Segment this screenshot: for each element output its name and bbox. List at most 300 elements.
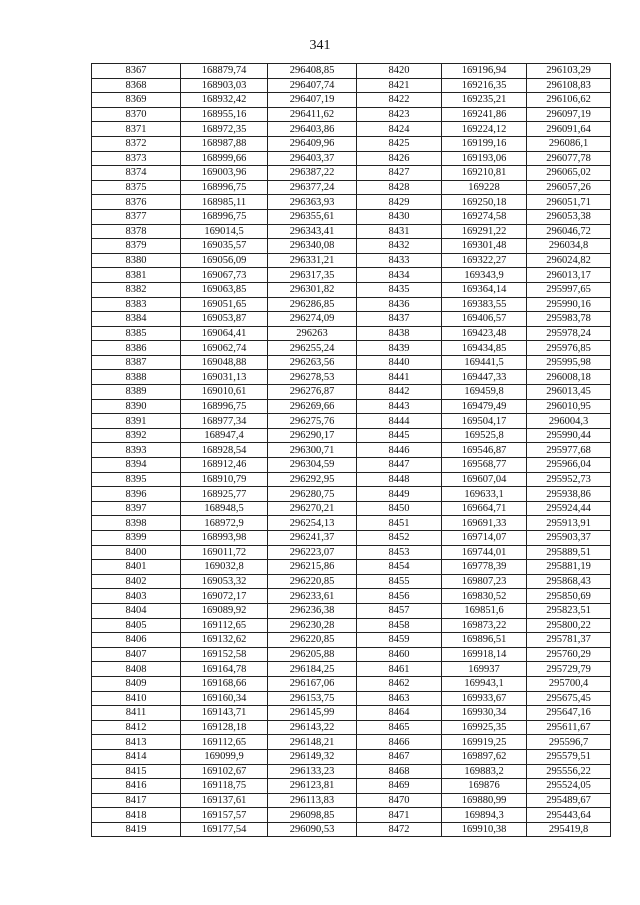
point-number-right-cell: 8427 (357, 166, 442, 181)
x-coordinate-right-cell: 169830,52 (442, 589, 527, 604)
point-number-left-cell: 8417 (92, 793, 181, 808)
x-coordinate-right-cell: 169504,17 (442, 414, 527, 429)
y-coordinate-right-cell: 296034,8 (527, 239, 611, 254)
x-coordinate-left-cell: 168947,4 (181, 428, 268, 443)
x-coordinate-left-cell: 169118,75 (181, 779, 268, 794)
table-row (92, 603, 611, 618)
x-coordinate-right-cell: 169778,39 (442, 560, 527, 575)
y-coordinate-right-cell: 295913,91 (527, 516, 611, 531)
y-coordinate-left-cell: 296304,59 (268, 458, 357, 473)
x-coordinate-right-cell: 169807,23 (442, 574, 527, 589)
table-row (92, 166, 611, 181)
y-coordinate-left-cell: 296223,07 (268, 545, 357, 560)
y-coordinate-left-cell: 296363,93 (268, 195, 357, 210)
x-coordinate-left-cell: 169072,17 (181, 589, 268, 604)
point-number-right-cell: 8440 (357, 355, 442, 370)
point-number-right-cell: 8469 (357, 779, 442, 794)
table-row (92, 443, 611, 458)
y-coordinate-left-cell: 296090,53 (268, 822, 357, 837)
point-number-left-cell: 8373 (92, 151, 181, 166)
y-coordinate-left-cell: 296301,82 (268, 282, 357, 297)
point-number-left-cell: 8412 (92, 720, 181, 735)
y-coordinate-left-cell: 296274,09 (268, 312, 357, 327)
point-number-right-cell: 8441 (357, 370, 442, 385)
x-coordinate-left-cell: 169168,66 (181, 676, 268, 691)
coordinates-table (91, 63, 611, 837)
x-coordinate-right-cell: 169235,21 (442, 93, 527, 108)
y-coordinate-left-cell: 296331,21 (268, 253, 357, 268)
point-number-left-cell: 8368 (92, 78, 181, 93)
table-row (92, 531, 611, 546)
y-coordinate-right-cell: 296106,62 (527, 93, 611, 108)
x-coordinate-left-cell: 169143,71 (181, 706, 268, 721)
x-coordinate-right-cell: 169664,71 (442, 501, 527, 516)
y-coordinate-left-cell: 296275,76 (268, 414, 357, 429)
point-number-right-cell: 8444 (357, 414, 442, 429)
point-number-left-cell: 8367 (92, 64, 181, 79)
table-row (92, 297, 611, 312)
table-row (92, 633, 611, 648)
table-row (92, 589, 611, 604)
point-number-right-cell: 8424 (357, 122, 442, 137)
point-number-left-cell: 8377 (92, 209, 181, 224)
table-row (92, 414, 611, 429)
y-coordinate-left-cell: 296233,61 (268, 589, 357, 604)
x-coordinate-right-cell: 169459,8 (442, 385, 527, 400)
x-coordinate-right-cell: 169607,04 (442, 472, 527, 487)
point-number-left-cell: 8378 (92, 224, 181, 239)
x-coordinate-right-cell: 169873,22 (442, 618, 527, 633)
y-coordinate-right-cell: 295978,24 (527, 326, 611, 341)
point-number-left-cell: 8383 (92, 297, 181, 312)
point-number-right-cell: 8471 (357, 808, 442, 823)
y-coordinate-left-cell: 296290,17 (268, 428, 357, 443)
x-coordinate-left-cell: 169014,5 (181, 224, 268, 239)
x-coordinate-right-cell: 169193,06 (442, 151, 527, 166)
point-number-right-cell: 8442 (357, 385, 442, 400)
x-coordinate-right-cell: 169199,16 (442, 136, 527, 151)
y-coordinate-right-cell: 296108,83 (527, 78, 611, 93)
point-number-left-cell: 8410 (92, 691, 181, 706)
x-coordinate-left-cell: 169132,62 (181, 633, 268, 648)
point-number-right-cell: 8430 (357, 209, 442, 224)
point-number-left-cell: 8387 (92, 355, 181, 370)
y-coordinate-left-cell: 296236,38 (268, 603, 357, 618)
x-coordinate-left-cell: 168912,46 (181, 458, 268, 473)
y-coordinate-right-cell: 296051,71 (527, 195, 611, 210)
point-number-left-cell: 8371 (92, 122, 181, 137)
x-coordinate-left-cell: 168987,88 (181, 136, 268, 151)
point-number-right-cell: 8446 (357, 443, 442, 458)
point-number-right-cell: 8459 (357, 633, 442, 648)
y-coordinate-left-cell: 296411,62 (268, 107, 357, 122)
x-coordinate-left-cell: 169137,61 (181, 793, 268, 808)
y-coordinate-right-cell: 296046,72 (527, 224, 611, 239)
x-coordinate-left-cell: 169089,92 (181, 603, 268, 618)
x-coordinate-left-cell: 168985,11 (181, 195, 268, 210)
y-coordinate-right-cell: 295579,51 (527, 749, 611, 764)
table-row (92, 107, 611, 122)
point-number-right-cell: 8447 (357, 458, 442, 473)
y-coordinate-left-cell: 296387,22 (268, 166, 357, 181)
y-coordinate-left-cell: 296113,83 (268, 793, 357, 808)
point-number-right-cell: 8470 (357, 793, 442, 808)
point-number-right-cell: 8457 (357, 603, 442, 618)
x-coordinate-left-cell: 168996,75 (181, 399, 268, 414)
x-coordinate-right-cell: 169479,49 (442, 399, 527, 414)
point-number-left-cell: 8414 (92, 749, 181, 764)
point-number-left-cell: 8379 (92, 239, 181, 254)
point-number-right-cell: 8466 (357, 735, 442, 750)
x-coordinate-left-cell: 169112,65 (181, 618, 268, 633)
y-coordinate-left-cell: 296133,23 (268, 764, 357, 779)
x-coordinate-right-cell: 169291,22 (442, 224, 527, 239)
point-number-right-cell: 8456 (357, 589, 442, 604)
y-coordinate-right-cell: 295556,22 (527, 764, 611, 779)
y-coordinate-right-cell: 295596,7 (527, 735, 611, 750)
x-coordinate-left-cell: 168910,79 (181, 472, 268, 487)
x-coordinate-left-cell: 168955,16 (181, 107, 268, 122)
x-coordinate-left-cell: 169128,18 (181, 720, 268, 735)
point-number-left-cell: 8391 (92, 414, 181, 429)
y-coordinate-left-cell: 296408,85 (268, 64, 357, 79)
y-coordinate-right-cell: 295868,43 (527, 574, 611, 589)
point-number-right-cell: 8461 (357, 662, 442, 677)
y-coordinate-left-cell: 296340,08 (268, 239, 357, 254)
point-number-left-cell: 8384 (92, 312, 181, 327)
point-number-left-cell: 8404 (92, 603, 181, 618)
x-coordinate-left-cell: 169035,57 (181, 239, 268, 254)
y-coordinate-right-cell: 295983,78 (527, 312, 611, 327)
point-number-right-cell: 8429 (357, 195, 442, 210)
x-coordinate-left-cell: 169048,88 (181, 355, 268, 370)
y-coordinate-right-cell: 296008,18 (527, 370, 611, 385)
y-coordinate-right-cell: 296065,02 (527, 166, 611, 181)
table-row (92, 122, 611, 137)
x-coordinate-left-cell: 169062,74 (181, 341, 268, 356)
table-row (92, 560, 611, 575)
x-coordinate-right-cell: 169441,5 (442, 355, 527, 370)
x-coordinate-right-cell: 169383,55 (442, 297, 527, 312)
y-coordinate-right-cell: 295611,67 (527, 720, 611, 735)
point-number-right-cell: 8434 (357, 268, 442, 283)
x-coordinate-left-cell: 169164,78 (181, 662, 268, 677)
point-number-left-cell: 8390 (92, 399, 181, 414)
x-coordinate-left-cell: 168993,98 (181, 531, 268, 546)
x-coordinate-right-cell: 169423,48 (442, 326, 527, 341)
point-number-right-cell: 8455 (357, 574, 442, 589)
y-coordinate-left-cell: 296143,22 (268, 720, 357, 735)
x-coordinate-right-cell: 169274,58 (442, 209, 527, 224)
table-row (92, 370, 611, 385)
y-coordinate-right-cell: 296010,95 (527, 399, 611, 414)
y-coordinate-right-cell: 296013,17 (527, 268, 611, 283)
point-number-right-cell: 8463 (357, 691, 442, 706)
x-coordinate-left-cell: 168977,34 (181, 414, 268, 429)
x-coordinate-left-cell: 168879,74 (181, 64, 268, 79)
y-coordinate-left-cell: 296269,66 (268, 399, 357, 414)
x-coordinate-right-cell: 169925,35 (442, 720, 527, 735)
table-row (92, 312, 611, 327)
point-number-right-cell: 8423 (357, 107, 442, 122)
y-coordinate-left-cell: 296263,56 (268, 355, 357, 370)
table-row (92, 472, 611, 487)
x-coordinate-right-cell: 169744,01 (442, 545, 527, 560)
point-number-left-cell: 8382 (92, 282, 181, 297)
point-number-left-cell: 8375 (92, 180, 181, 195)
y-coordinate-left-cell: 296343,41 (268, 224, 357, 239)
point-number-left-cell: 8376 (92, 195, 181, 210)
table-row (92, 574, 611, 589)
table-row (92, 355, 611, 370)
y-coordinate-left-cell: 296167,06 (268, 676, 357, 691)
point-number-right-cell: 8435 (357, 282, 442, 297)
y-coordinate-right-cell: 296013,45 (527, 385, 611, 400)
x-coordinate-right-cell: 169525,8 (442, 428, 527, 443)
table-row (92, 822, 611, 837)
y-coordinate-left-cell: 296403,37 (268, 151, 357, 166)
x-coordinate-right-cell: 169406,57 (442, 312, 527, 327)
point-number-left-cell: 8370 (92, 107, 181, 122)
table-row (92, 209, 611, 224)
y-coordinate-right-cell: 295903,37 (527, 531, 611, 546)
point-number-left-cell: 8403 (92, 589, 181, 604)
point-number-right-cell: 8468 (357, 764, 442, 779)
x-coordinate-right-cell: 169896,51 (442, 633, 527, 648)
x-coordinate-left-cell: 169053,87 (181, 312, 268, 327)
x-coordinate-right-cell: 169228 (442, 180, 527, 195)
x-coordinate-left-cell: 168999,66 (181, 151, 268, 166)
y-coordinate-left-cell: 296317,35 (268, 268, 357, 283)
y-coordinate-left-cell: 296278,53 (268, 370, 357, 385)
y-coordinate-right-cell: 296057,26 (527, 180, 611, 195)
y-coordinate-left-cell: 296149,32 (268, 749, 357, 764)
x-coordinate-right-cell: 169880,99 (442, 793, 527, 808)
y-coordinate-left-cell: 296230,28 (268, 618, 357, 633)
y-coordinate-left-cell: 296270,21 (268, 501, 357, 516)
coordinates-table-body (92, 64, 611, 837)
point-number-left-cell: 8392 (92, 428, 181, 443)
y-coordinate-left-cell: 296355,61 (268, 209, 357, 224)
point-number-right-cell: 8425 (357, 136, 442, 151)
table-row (92, 618, 611, 633)
table-row (92, 428, 611, 443)
x-coordinate-left-cell: 169053,32 (181, 574, 268, 589)
y-coordinate-right-cell: 295524,05 (527, 779, 611, 794)
point-number-right-cell: 8450 (357, 501, 442, 516)
point-number-right-cell: 8452 (357, 531, 442, 546)
point-number-right-cell: 8465 (357, 720, 442, 735)
y-coordinate-right-cell: 295419,8 (527, 822, 611, 837)
x-coordinate-left-cell: 169056,09 (181, 253, 268, 268)
y-coordinate-left-cell: 296407,74 (268, 78, 357, 93)
x-coordinate-right-cell: 169546,87 (442, 443, 527, 458)
x-coordinate-right-cell: 169322,27 (442, 253, 527, 268)
y-coordinate-left-cell: 296263 (268, 326, 357, 341)
x-coordinate-left-cell: 169160,34 (181, 691, 268, 706)
y-coordinate-left-cell: 296377,24 (268, 180, 357, 195)
point-number-left-cell: 8409 (92, 676, 181, 691)
point-number-left-cell: 8406 (92, 633, 181, 648)
table-row (92, 385, 611, 400)
point-number-left-cell: 8400 (92, 545, 181, 560)
table-row (92, 151, 611, 166)
point-number-right-cell: 8451 (357, 516, 442, 531)
x-coordinate-left-cell: 169177,54 (181, 822, 268, 837)
table-row (92, 136, 611, 151)
point-number-right-cell: 8467 (357, 749, 442, 764)
y-coordinate-right-cell: 295977,68 (527, 443, 611, 458)
table-row (92, 706, 611, 721)
table-row (92, 239, 611, 254)
page-number: 341 (309, 38, 331, 53)
table-row (92, 516, 611, 531)
point-number-left-cell: 8385 (92, 326, 181, 341)
x-coordinate-right-cell: 169897,62 (442, 749, 527, 764)
x-coordinate-right-cell: 169447,33 (442, 370, 527, 385)
point-number-left-cell: 8418 (92, 808, 181, 823)
table-row (92, 224, 611, 239)
table-row (92, 764, 611, 779)
x-coordinate-right-cell: 169894,3 (442, 808, 527, 823)
y-coordinate-left-cell: 296205,88 (268, 647, 357, 662)
y-coordinate-right-cell: 296091,64 (527, 122, 611, 137)
point-number-left-cell: 8402 (92, 574, 181, 589)
y-coordinate-right-cell: 296004,3 (527, 414, 611, 429)
point-number-left-cell: 8395 (92, 472, 181, 487)
table-row (92, 78, 611, 93)
point-number-left-cell: 8401 (92, 560, 181, 575)
point-number-right-cell: 8432 (357, 239, 442, 254)
x-coordinate-right-cell: 169714,07 (442, 531, 527, 546)
y-coordinate-right-cell: 295889,51 (527, 545, 611, 560)
table-row (92, 662, 611, 677)
table-row (92, 282, 611, 297)
x-coordinate-right-cell: 169301,48 (442, 239, 527, 254)
y-coordinate-right-cell: 295729,79 (527, 662, 611, 677)
x-coordinate-right-cell: 169919,25 (442, 735, 527, 750)
x-coordinate-right-cell: 169633,1 (442, 487, 527, 502)
x-coordinate-left-cell: 169031,13 (181, 370, 268, 385)
table-row (92, 458, 611, 473)
x-coordinate-right-cell: 169241,86 (442, 107, 527, 122)
point-number-right-cell: 8439 (357, 341, 442, 356)
table-row (92, 676, 611, 691)
x-coordinate-right-cell: 169210,81 (442, 166, 527, 181)
point-number-left-cell: 8374 (92, 166, 181, 181)
table-row (92, 501, 611, 516)
table-row (92, 399, 611, 414)
x-coordinate-left-cell: 168932,42 (181, 93, 268, 108)
point-number-right-cell: 8472 (357, 822, 442, 837)
y-coordinate-left-cell: 296276,87 (268, 385, 357, 400)
table-row (92, 735, 611, 750)
point-number-left-cell: 8407 (92, 647, 181, 662)
x-coordinate-right-cell: 169216,35 (442, 78, 527, 93)
y-coordinate-left-cell: 296153,75 (268, 691, 357, 706)
table-row (92, 180, 611, 195)
y-coordinate-right-cell: 295997,65 (527, 282, 611, 297)
point-number-right-cell: 8443 (357, 399, 442, 414)
x-coordinate-left-cell: 168928,54 (181, 443, 268, 458)
x-coordinate-right-cell: 169930,34 (442, 706, 527, 721)
y-coordinate-right-cell: 296086,1 (527, 136, 611, 151)
table-row (92, 93, 611, 108)
y-coordinate-left-cell: 296280,75 (268, 487, 357, 502)
x-coordinate-right-cell: 169343,9 (442, 268, 527, 283)
y-coordinate-left-cell: 296409,96 (268, 136, 357, 151)
y-coordinate-right-cell: 295781,37 (527, 633, 611, 648)
y-coordinate-left-cell: 296145,99 (268, 706, 357, 721)
x-coordinate-left-cell: 168903,03 (181, 78, 268, 93)
point-number-right-cell: 8422 (357, 93, 442, 108)
x-coordinate-left-cell: 169011,72 (181, 545, 268, 560)
y-coordinate-right-cell: 295443,64 (527, 808, 611, 823)
x-coordinate-left-cell: 169032,8 (181, 560, 268, 575)
point-number-right-cell: 8458 (357, 618, 442, 633)
y-coordinate-right-cell: 295881,19 (527, 560, 611, 575)
x-coordinate-right-cell: 169943,1 (442, 676, 527, 691)
point-number-right-cell: 8462 (357, 676, 442, 691)
table-row (92, 268, 611, 283)
x-coordinate-left-cell: 169112,65 (181, 735, 268, 750)
point-number-left-cell: 8380 (92, 253, 181, 268)
x-coordinate-left-cell: 169064,41 (181, 326, 268, 341)
x-coordinate-right-cell: 169910,38 (442, 822, 527, 837)
point-number-left-cell: 8386 (92, 341, 181, 356)
y-coordinate-right-cell: 295823,51 (527, 603, 611, 618)
x-coordinate-left-cell: 169152,58 (181, 647, 268, 662)
point-number-right-cell: 8437 (357, 312, 442, 327)
y-coordinate-left-cell: 296098,85 (268, 808, 357, 823)
y-coordinate-right-cell: 295966,04 (527, 458, 611, 473)
y-coordinate-right-cell: 295647,16 (527, 706, 611, 721)
x-coordinate-left-cell: 168925,77 (181, 487, 268, 502)
y-coordinate-right-cell: 295938,86 (527, 487, 611, 502)
y-coordinate-left-cell: 296220,85 (268, 574, 357, 589)
table-row (92, 326, 611, 341)
point-number-left-cell: 8369 (92, 93, 181, 108)
point-number-left-cell: 8396 (92, 487, 181, 502)
x-coordinate-right-cell: 169364,14 (442, 282, 527, 297)
point-number-left-cell: 8389 (92, 385, 181, 400)
x-coordinate-right-cell: 169250,18 (442, 195, 527, 210)
point-number-right-cell: 8431 (357, 224, 442, 239)
point-number-left-cell: 8372 (92, 136, 181, 151)
point-number-left-cell: 8381 (92, 268, 181, 283)
x-coordinate-left-cell: 169102,67 (181, 764, 268, 779)
y-coordinate-left-cell: 296241,37 (268, 531, 357, 546)
point-number-right-cell: 8464 (357, 706, 442, 721)
x-coordinate-right-cell: 169568,77 (442, 458, 527, 473)
point-number-left-cell: 8413 (92, 735, 181, 750)
y-coordinate-right-cell: 295976,85 (527, 341, 611, 356)
point-number-right-cell: 8460 (357, 647, 442, 662)
x-coordinate-right-cell: 169196,94 (442, 64, 527, 79)
point-number-right-cell: 8436 (357, 297, 442, 312)
y-coordinate-left-cell: 296148,21 (268, 735, 357, 750)
y-coordinate-right-cell: 295700,4 (527, 676, 611, 691)
point-number-right-cell: 8453 (357, 545, 442, 560)
y-coordinate-left-cell: 296255,24 (268, 341, 357, 356)
x-coordinate-right-cell: 169691,33 (442, 516, 527, 531)
y-coordinate-right-cell: 295489,67 (527, 793, 611, 808)
point-number-left-cell: 8419 (92, 822, 181, 837)
y-coordinate-right-cell: 295990,16 (527, 297, 611, 312)
y-coordinate-right-cell: 295990,44 (527, 428, 611, 443)
x-coordinate-left-cell: 169067,73 (181, 268, 268, 283)
point-number-right-cell: 8426 (357, 151, 442, 166)
